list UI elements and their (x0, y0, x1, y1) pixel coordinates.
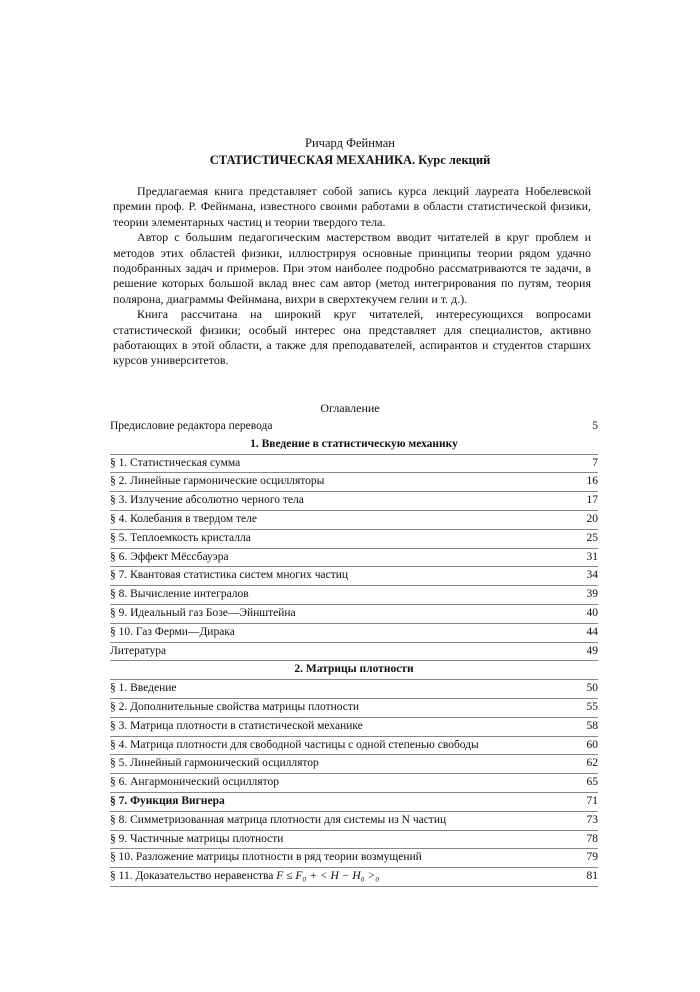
toc-entry-page: 5 (592, 420, 598, 432)
abstract-paragraph: Предлагаемая книга представляет собой запись курса лекций лауреата Нобелевской премии проф. Р. Фейнмана, известного своими работами в области статистической физики, теории элементарных частиц и теории твердого тела. (113, 184, 591, 229)
toc-entry-page: 7 (592, 456, 598, 469)
toc-row (110, 737, 598, 756)
abstract-paragraph: Книга рассчитана на широкий круг читателей, интересующихся вопросами статистической физики; особый интерес она представляет для специалистов, активно работающих в этой области, а также для преподавателей, аспирантов и студентов старших курсов университетов. (113, 307, 591, 368)
toc-row (110, 680, 598, 699)
toc-entry-page: 60 (586, 738, 598, 751)
toc-entry-title: § 3. Матрица плотности в статистической механике (110, 719, 363, 732)
toc-entry-page: 78 (586, 832, 598, 845)
toc-entry-page: 73 (586, 813, 598, 826)
author: Ричард Фейнман (305, 136, 395, 150)
toc-entry-title: § 4. Матрица плотности для свободной частицы с одной степенью свободы (110, 738, 479, 751)
toc-entry-page: 40 (586, 606, 598, 619)
toc-entry-title: § 5. Линейный гармонический осциллятор (110, 757, 319, 770)
toc-entry-page: 20 (586, 512, 598, 525)
toc-row (110, 868, 598, 887)
abstract (113, 184, 591, 369)
toc-entry-title: § 10. Разложение матрицы плотности в ряд теории возмущений (110, 851, 422, 864)
toc-entry-title: § 1. Статистическая сумма (110, 456, 241, 469)
toc-entry-title: § 5. Теплоемкость кристалла (110, 531, 251, 544)
toc-entry-page: 81 (586, 870, 598, 883)
toc-row (110, 624, 598, 643)
toc-entry-formula: F ≤ F₀ + < H − H₀ >₀ (276, 870, 380, 883)
toc-row (110, 511, 598, 530)
toc-heading: Оглавление (320, 401, 380, 415)
toc-entry-page: 49 (586, 644, 598, 657)
toc-row (110, 549, 598, 568)
toc-row (110, 586, 598, 605)
abstract-paragraph: Автор с большим педагогическим мастерством вводит читателей в круг проблем и методов этих областей физики, иллюстрируя основные принципы теории рядом удачно подобранных задач и примеров. При этом наиболее подробно рассматриваются те задачи, в решение которых большой вклад внес сам автор (метод интегрирования по путям, теория полярона, диаграммы Фейнмана, вихри в сверхтекучем гелии и т. д.). (113, 230, 591, 306)
toc-row (110, 755, 598, 774)
toc-row (110, 455, 598, 474)
toc-row (110, 831, 598, 850)
toc-row (110, 774, 598, 793)
toc-row (110, 473, 598, 492)
toc-entry-page: 31 (586, 550, 598, 563)
toc-entry-page: 17 (586, 494, 598, 507)
toc-entry-title: § 3. Излучение абсолютно черного тела (110, 494, 304, 507)
toc-entry-title: § 10. Газ Ферми—Дирака (110, 625, 235, 638)
toc-row (110, 812, 598, 831)
toc-entry-title: § 2. Дополнительные свойства матрицы плотности (110, 700, 360, 713)
toc-entry-title: § 6. Ангармонический осциллятор (110, 776, 279, 789)
toc-entry-page: 71 (586, 794, 598, 807)
toc-entry-page: 58 (586, 719, 598, 732)
toc-row-literature (110, 643, 598, 662)
toc-row (110, 492, 598, 511)
book-title: СТАТИСТИЧЕСКАЯ МЕХАНИКА. Курс лекций (209, 153, 491, 167)
toc-row (110, 849, 598, 868)
toc-entry-title: § 4. Колебания в твердом теле (110, 512, 257, 525)
toc-entry-page: 65 (586, 776, 598, 789)
toc-entry-text: § 11. Доказательство неравенства (110, 870, 274, 883)
toc-entry-title: Литература (110, 644, 167, 657)
toc-row (110, 567, 598, 586)
toc-row (110, 699, 598, 718)
toc-row (110, 605, 598, 624)
toc-entry-title: § 6. Эффект Мёссбауэра (110, 550, 229, 563)
toc-entry-page: 39 (586, 588, 598, 601)
table-of-contents (110, 418, 598, 887)
toc-row-preface (110, 418, 598, 436)
toc-entry-page: 50 (586, 682, 598, 695)
toc-entry-page: 16 (586, 475, 598, 488)
toc-entry-title: § 7. Квантовая статистика систем многих частиц (110, 569, 349, 582)
toc-row (110, 793, 598, 812)
toc-entry-title: § 7. Функция Вигнера (110, 794, 225, 807)
toc-entry-title (110, 868, 564, 886)
chapter-heading: 1. Введение в статистическую механику (110, 436, 598, 455)
toc-entry-title: Предисловие редактора перевода (110, 420, 273, 432)
toc-entry-title: § 8. Вычисление интегралов (110, 588, 249, 601)
chapter-heading: 2. Матрицы плотности (110, 661, 598, 680)
toc-entry-title: § 2. Линейные гармонические осцилляторы (110, 475, 325, 488)
toc-entry-page: 25 (586, 531, 598, 544)
toc-entry-page: 55 (586, 700, 598, 713)
toc-row (110, 718, 598, 737)
toc-entry-title: § 1. Введение (110, 682, 177, 695)
toc-entry-title: § 8. Симметризованная матрица плотности для системы из N частиц (110, 813, 447, 826)
toc-entry-page: 79 (586, 851, 598, 864)
toc-entry-title: § 9. Идеальный газ Бозе—Эйнштейна (110, 606, 296, 619)
toc-entry-page: 62 (586, 757, 598, 770)
toc-entry-page: 34 (586, 569, 598, 582)
toc-entry-title: § 9. Частичные матрицы плотности (110, 832, 284, 845)
toc-row (110, 530, 598, 549)
toc-entry-page: 44 (586, 625, 598, 638)
